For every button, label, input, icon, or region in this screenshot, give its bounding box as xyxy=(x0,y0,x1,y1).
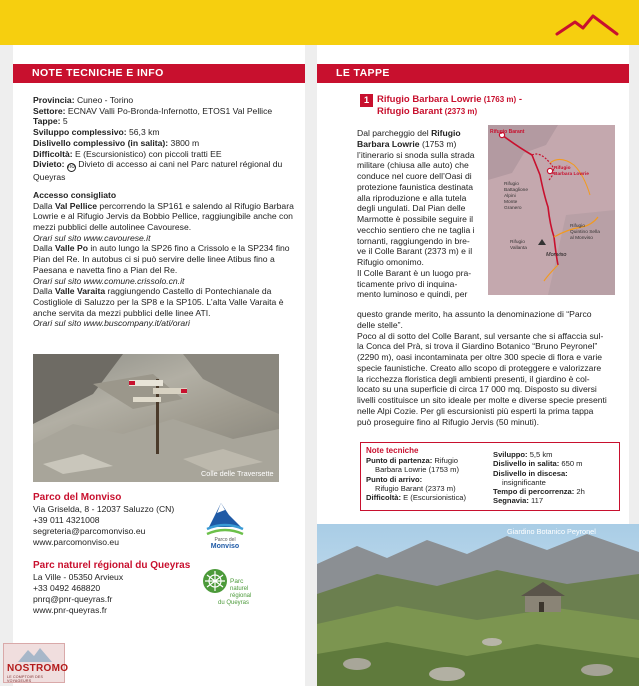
svg-text:Quintino Sella: Quintino Sella xyxy=(570,230,600,235)
photo-giardino-botanico xyxy=(317,524,639,686)
svg-text:Alpini: Alpini xyxy=(504,194,516,199)
text-line: Poco al di sotto del Colle Barant, sul versante che si affaccia sul- xyxy=(357,330,604,341)
svg-text:Rifugio Barant: Rifugio Barant xyxy=(490,129,525,135)
stage-title: Rifugio Barbara Lowrie (1763 m) - Rifugio Barant (2373 m) xyxy=(377,94,523,117)
access-title: Accesso consigliato xyxy=(33,189,117,200)
tech-left-column: Punto di partenza: Rifugio Barbara Lowrie (1753 m) Punto di arrivo: Rifugio Barant (2373 m) Difficoltà: E (Escursionistica) xyxy=(366,456,467,503)
route-map xyxy=(488,125,615,295)
text-line: vecchio sentiero che ne taglia i xyxy=(357,224,475,235)
svg-text:Vallanta: Vallanta xyxy=(510,246,527,251)
text-line: ticamente privo di inquina- xyxy=(357,278,458,289)
org-phone[interactable]: +39 011 4321008 xyxy=(33,514,100,525)
fact-row: Dislivello complessivo (in salita): 3800 m xyxy=(33,137,200,148)
svg-text:Barbara Lowrie: Barbara Lowrie xyxy=(554,172,589,177)
fact-row: Provincia: Cuneo - Torino xyxy=(33,95,134,105)
svg-text:Rifugio: Rifugio xyxy=(510,240,525,245)
fact-row: Tappe: 5 xyxy=(33,116,68,127)
stage-number-badge: 1 xyxy=(360,94,373,107)
org-phone[interactable]: +33 0492 468820 xyxy=(33,582,101,593)
nostromo-stamp xyxy=(3,643,69,683)
org-website[interactable]: www.pnr-queyras.fr xyxy=(33,604,108,615)
tech-box-title: Note tecniche xyxy=(366,446,419,455)
photo-colle-traversette xyxy=(33,354,279,482)
text-line: militare (chiusa alle auto) che xyxy=(357,160,469,171)
text-line: la ricchezza floristica degli ambienti presenti, il giardino è col- xyxy=(357,373,590,384)
logo-text-line3: régional xyxy=(230,593,252,599)
stage-description-bottom xyxy=(357,309,623,427)
svg-text:Granero: Granero xyxy=(504,206,522,211)
svg-text:Monviso: Monviso xyxy=(546,252,567,258)
text-line: può proseguire fino al Rifugio Jervis (50 minuti). xyxy=(357,416,539,427)
logo-text-line4: du Queyras xyxy=(218,600,250,606)
text-line: Il Colle Barant è un luogo pra- xyxy=(357,267,472,278)
access-paragraph: Dalla Valle Varaita raggiungendo Castello di Pontechianale da Costigliole di Saluzzo per la SP8 e la SP105. L’alta Valle Varaita è anche servita da mezzi pubblici delle linee ATI. xyxy=(33,286,284,318)
fact-row: Settore: ECNAV Valli Po-Bronda-Infernotto, ETOS1 Val Pellice xyxy=(33,105,273,116)
alpine-landscape-illustration xyxy=(317,524,639,686)
text-line: degli ungulati. Dal Pian delle xyxy=(357,203,466,214)
access-paragraph: Dalla Valle Po in auto lungo la SP26 fino a Crissolo e la SP234 fino Pian del Re. In autobus ci si può servire delle linee Atibus fino a Paesana e navetta fino a Pian del Re. xyxy=(33,243,290,275)
rocky-slope-illustration xyxy=(33,354,279,482)
parc-queyras-logo-icon xyxy=(200,557,252,617)
text-line: Rifugio omonimo. xyxy=(357,257,424,267)
text-line: Marmotte è possibile seguire il xyxy=(357,214,474,224)
top-bar xyxy=(0,0,639,45)
text-line: nelle Alpi Cozie. Per gli escursionisti più esperti la prima tappa xyxy=(357,405,594,416)
center-gutter xyxy=(305,45,317,686)
access-paragraph: Dalla Val Pellice percorrendo la SP161 e salendo al Rifugio Barbara Lowrie e al Rifugio Jervis da Bobbio Pellice, raggiungibile anche con mezzi pubblici delle autolinee Cavourese. xyxy=(33,200,294,233)
fact-row: Difficoltà: E (Escursionistico) con piccoli tratti EE xyxy=(33,148,222,159)
timetable-link-ati[interactable]: Orari sul sito www.buscompany.it/ati/orari xyxy=(33,318,190,329)
svg-text:Rifugio: Rifugio xyxy=(504,182,519,187)
logo-text-line2: Monviso xyxy=(210,543,240,549)
technical-notes-box xyxy=(360,442,620,511)
svg-text:Monte: Monte xyxy=(504,200,518,205)
svg-text:Rifugio: Rifugio xyxy=(570,224,585,229)
contact-parco-monviso xyxy=(33,492,203,548)
org-email[interactable]: segreteria@parcomonviso.eu xyxy=(33,525,146,536)
no-dogs-icon: no xyxy=(68,164,75,171)
text-line: l’itinerario si snoda sulla strada xyxy=(357,149,475,160)
text-line: specie faunistiche. Creato allo scopo di proteggere e valorizzare xyxy=(357,362,602,373)
logo-text-line1: Parc xyxy=(230,578,244,585)
timetable-link-cavourese[interactable]: Orari sul sito www.cavourese.it xyxy=(33,232,151,243)
photo-caption: Colle delle Traversette xyxy=(201,469,274,478)
parco-monviso-logo-icon xyxy=(203,491,247,549)
section-header-notes: NOTE TECNICHE E INFO xyxy=(13,64,305,83)
timetable-link-crissolo[interactable]: Orari sul sito www.comune.crissolo.cn.it xyxy=(33,275,185,286)
org-email[interactable]: pnrq@pnr-queyras.fr xyxy=(33,593,113,604)
photo-caption: Giardino Botanico Peyronel xyxy=(507,527,596,536)
text-line: conduce nel cuore dell’Oasi di xyxy=(357,171,472,181)
route-map-illustration xyxy=(488,125,615,295)
section-header-stages: LE TAPPE xyxy=(317,64,629,83)
org-address: La Ville - 05350 Arvieux xyxy=(33,572,124,582)
svg-text:Battaglione: Battaglione xyxy=(504,188,529,193)
svg-text:Rifugio: Rifugio xyxy=(554,166,571,171)
text-line: protezione faunistica destinata xyxy=(357,181,474,192)
text-line: locato su una superficie di circa 17 000 mq. Disposto su diversi xyxy=(357,384,597,395)
org-website[interactable]: www.parcomonviso.eu xyxy=(33,536,119,547)
text-line: alla riproduzione e alla tutela xyxy=(357,192,467,203)
text-line: mento luminoso e quindi, per xyxy=(357,289,468,300)
text-line: livelli costituisce un sito ideale per molte e diverse specie presenti xyxy=(357,395,607,405)
org-name: Parc naturel régional du Queyras xyxy=(33,560,191,571)
stamp-title: NOSTROMO xyxy=(7,663,69,674)
text-line: (2290 m), oasi incontaminata per oltre 300 specie di flora e varie xyxy=(357,352,603,362)
text-line: tornanti, raggiungendo in bre- xyxy=(357,235,470,246)
mountain-logo-icon xyxy=(555,12,619,38)
fact-row-divieto: Divieto: no Divieto di accesso ai cani nel Parc naturel régional du Queyras xyxy=(33,159,283,183)
org-name: Parco del Monviso xyxy=(33,492,122,503)
left-margin xyxy=(0,45,13,686)
tech-right-column: Sviluppo: 5,5 km Dislivello in salita: 650 m Dislivello in discesa: insignificante Tempo di percorrenza: 2h Segnavia: 117 xyxy=(493,450,585,506)
technical-notes xyxy=(33,95,303,329)
text-line: questo grande merito, ha assunto la denominazione di “Parco xyxy=(357,309,592,319)
svg-text:al Monviso: al Monviso xyxy=(570,236,593,241)
stage-description-top xyxy=(357,128,481,300)
stamp-subtitle: LE COMPTOIR DES VOYAGEURS xyxy=(7,675,44,683)
contact-parc-queyras xyxy=(33,560,203,616)
logo-text-line1: Parco del xyxy=(214,537,236,543)
text-line: Barbara Lowrie (1753 m) xyxy=(357,138,457,149)
text-line: la Conca del Prà, si trova il Giardino Botanico “Bruno Peyronel” xyxy=(357,341,598,352)
stamp-mountain-icon xyxy=(4,644,66,664)
org-address: Via Griselda, 8 - 12037 Saluzzo (CN) xyxy=(33,504,175,514)
text-line: delle stelle”. xyxy=(357,319,403,330)
text-line: Dal parcheggio del Rifugio xyxy=(357,128,461,138)
fact-row: Sviluppo complessivo: 56,3 km xyxy=(33,127,160,138)
text-line: ve il Colle Barant (2373 m) e il xyxy=(357,246,473,257)
logo-text-line2: naturel xyxy=(230,586,249,592)
